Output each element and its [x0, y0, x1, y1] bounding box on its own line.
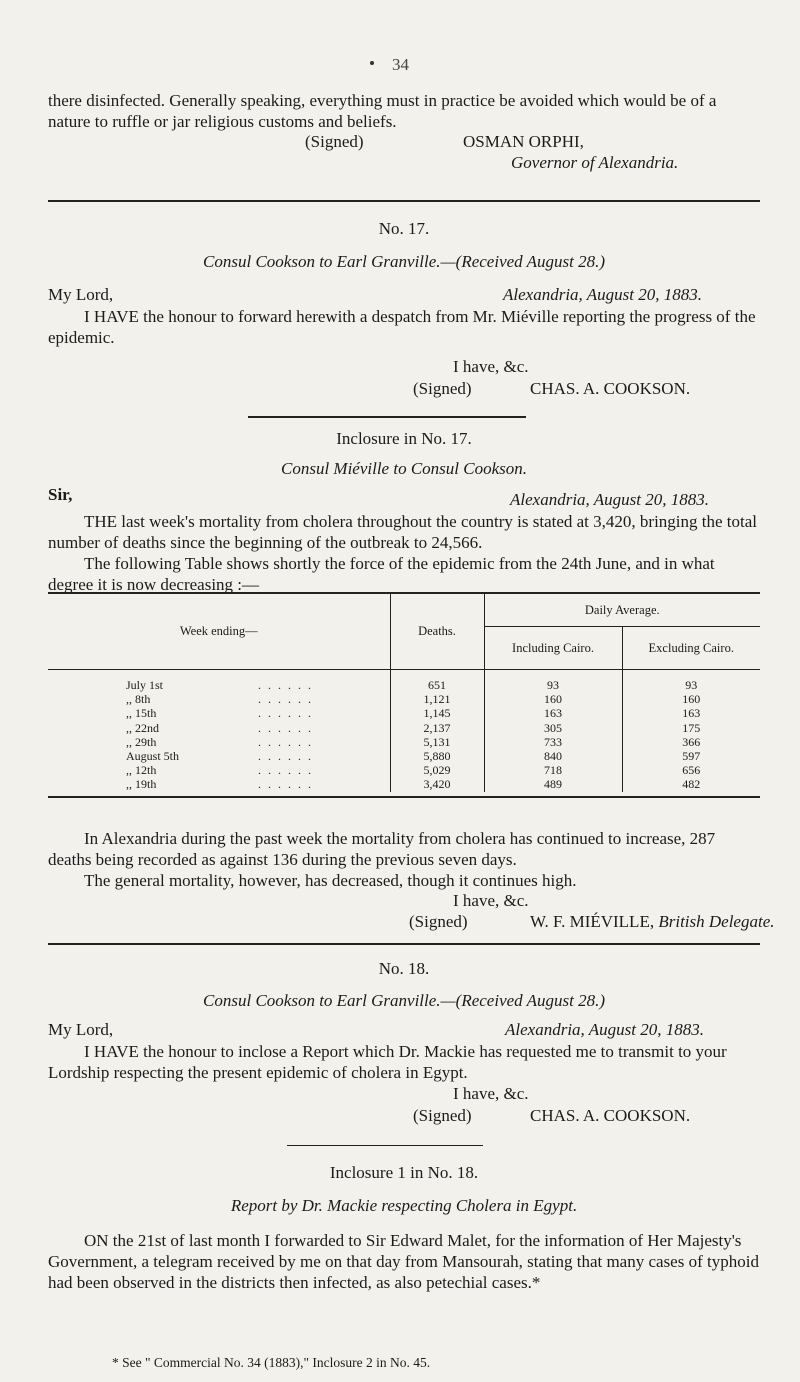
after-table-body1: In Alexandria during the past week the mortality from cholera has continued to increase, 287 deaths being recorded as against 136 during the previous seven days. — [48, 829, 716, 869]
dot-leader: . . . . . . — [258, 720, 313, 735]
cell-week — [48, 749, 390, 763]
table-row — [48, 763, 760, 777]
dot-leader: . . . . . . — [258, 749, 313, 764]
cell-week — [48, 763, 390, 777]
week-label: ,, 29th — [126, 734, 157, 749]
cell-week — [48, 670, 390, 693]
cell-week — [48, 777, 390, 791]
week-label: ,, 12th — [126, 763, 157, 778]
section-divider — [48, 200, 760, 202]
no18-subheading: Consul Cookson to Earl Granville.—(Received August 28.) — [203, 991, 605, 1010]
cell-deaths: 651 — [390, 670, 484, 693]
cell-including-cairo: 305 — [484, 721, 622, 735]
bullet-mark — [370, 61, 374, 65]
inclosure17-subheading: Consul Miéville to Consul Cookson. — [280, 459, 528, 478]
cell-excluding-cairo: 656 — [622, 763, 760, 777]
inclosure17-heading: Inclosure in No. 17. — [336, 429, 472, 448]
footnote: * See " Commercial No. 34 (1883)," Inclosure 2 in No. 45. — [112, 1355, 431, 1370]
cell-week — [48, 721, 390, 735]
inclosure17-place-date: Alexandria, August 20, 1883. — [510, 490, 709, 509]
week-label: ,, 8th — [126, 692, 151, 707]
no18-signer: CHAS. A. COOKSON. — [530, 1106, 691, 1125]
table-row — [48, 735, 760, 749]
no18-closing: I have, &c. — [453, 1084, 529, 1103]
cell-week — [48, 692, 390, 706]
cell-excluding-cairo: 175 — [622, 721, 760, 735]
cell-deaths: 1,145 — [390, 706, 484, 720]
dot-leader: . . . . . . — [258, 777, 313, 792]
table-row — [48, 777, 760, 791]
cell-deaths: 3,420 — [390, 777, 484, 791]
week-label: August 5th — [126, 749, 180, 764]
no17-place-date: Alexandria, August 20, 1883. — [503, 285, 702, 304]
signer-name: W. F. MIÉVILLE, — [530, 912, 655, 931]
no17-signed: (Signed) — [413, 379, 472, 398]
no18-signed: (Signed) — [413, 1106, 472, 1125]
header-excluding-cairo: Excluding Cairo. — [622, 627, 760, 670]
no18-heading: No. 18. — [378, 959, 430, 978]
week-label: ,, 19th — [126, 777, 157, 792]
cell-including-cairo: 733 — [484, 735, 622, 749]
no18-body: I HAVE the honour to inclose a Report which Dr. Mackie has requested me to transmit to your Lordship respecting the present epidemic of cholera in Egypt. — [48, 1042, 727, 1082]
mortality-table — [48, 592, 760, 798]
after-table-signer — [530, 912, 775, 932]
no17-heading: No. 17. — [378, 219, 430, 238]
cell-including-cairo: 840 — [484, 749, 622, 763]
table-row — [48, 749, 760, 763]
header-daily-average: Daily Average. — [484, 593, 760, 627]
cell-excluding-cairo: 163 — [622, 706, 760, 720]
cell-deaths: 5,131 — [390, 735, 484, 749]
no17-closing: I have, &c. — [453, 357, 529, 376]
table-row — [48, 706, 760, 720]
table-row — [48, 670, 760, 693]
cell-deaths: 5,029 — [390, 763, 484, 777]
dot-leader: . . . . . . — [258, 734, 313, 749]
inclosure18-body: ON the 21st of last month I forwarded to Sir Edward Malet, for the information of Her Majesty's Government, a telegram received by me on that day from Mansourah, stating that many cases of typhoid had been observed in the districts then infected, as also petechial cases.* — [48, 1231, 759, 1292]
intro-signed: (Signed) — [305, 132, 364, 151]
week-label: ,, 22nd — [126, 720, 159, 735]
no17-subheading: Consul Cookson to Earl Granville.—(Received August 28.) — [203, 252, 605, 271]
inclosure17-salutation: Sir, — [48, 485, 73, 504]
cell-excluding-cairo: 93 — [622, 670, 760, 693]
no17-salutation: My Lord, — [48, 285, 114, 304]
cell-excluding-cairo: 366 — [622, 735, 760, 749]
cell-deaths: 2,137 — [390, 721, 484, 735]
inclosure17-body2-text: The following Table shows shortly the force of the epidemic from the 24th June, and in what degree it is now decreasing :— — [48, 554, 715, 594]
cell-including-cairo: 163 — [484, 706, 622, 720]
header-deaths: Deaths. — [390, 593, 484, 670]
short-divider — [248, 416, 526, 418]
dot-leader: . . . . . . — [258, 763, 313, 778]
dot-leader: . . . . . . — [258, 692, 313, 707]
section-divider-2 — [48, 943, 760, 945]
inclosure18-subheading: Report by Dr. Mackie respecting Cholera in Egypt. — [230, 1196, 578, 1215]
header-including-cairo: Including Cairo. — [484, 627, 622, 670]
week-label: July 1st — [126, 678, 164, 692]
after-table-signed: (Signed) — [409, 912, 468, 931]
intro-signer: OSMAN ORPHI, — [463, 132, 584, 151]
table-row — [48, 692, 760, 706]
cell-including-cairo: 718 — [484, 763, 622, 777]
after-table-body2: The general mortality, however, has decreased, though it continues high. — [84, 871, 577, 890]
cell-including-cairo: 93 — [484, 670, 622, 693]
cell-deaths: 1,121 — [390, 692, 484, 706]
inclosure17-body1: THE last week's mortality from cholera throughout the country is stated at 3,420, bringing the total number of deaths since the beginning of the outbreak to 24,566. — [48, 512, 757, 552]
intro-paragraph: there disinfected. Generally speaking, everything must in practice be avoided which would be of a nature to ruffle or jar religious customs and beliefs. — [48, 91, 717, 131]
cell-including-cairo: 160 — [484, 692, 622, 706]
page-number: 34 — [392, 55, 409, 75]
dot-leader: . . . . . . — [258, 678, 313, 692]
inclosure17-body2 — [48, 553, 760, 595]
no17-signer: CHAS. A. COOKSON. — [530, 379, 691, 398]
inclosure18-heading: Inclosure 1 in No. 18. — [329, 1163, 479, 1182]
intro-signer-title: Governor of Alexandria. — [511, 153, 679, 172]
week-label: ,, 15th — [126, 706, 157, 721]
cell-week — [48, 735, 390, 749]
no17-body: I HAVE the honour to forward herewith a despatch from Mr. Miéville reporting the progress of the epidemic. — [48, 307, 756, 347]
table-row — [48, 721, 760, 735]
no18-salutation: My Lord, — [48, 1020, 114, 1039]
dot-leader: . . . . . . — [258, 706, 313, 721]
header-week: Week ending— — [48, 593, 390, 670]
signer-title: British Delegate. — [658, 912, 775, 931]
cell-deaths: 5,880 — [390, 749, 484, 763]
cell-excluding-cairo: 597 — [622, 749, 760, 763]
no18-place-date: Alexandria, August 20, 1883. — [505, 1020, 704, 1039]
cell-excluding-cairo: 482 — [622, 777, 760, 791]
short-divider-2 — [287, 1145, 483, 1146]
cell-week — [48, 706, 390, 720]
cell-excluding-cairo: 160 — [622, 692, 760, 706]
after-table-closing: I have, &c. — [453, 891, 529, 910]
cell-including-cairo: 489 — [484, 777, 622, 791]
